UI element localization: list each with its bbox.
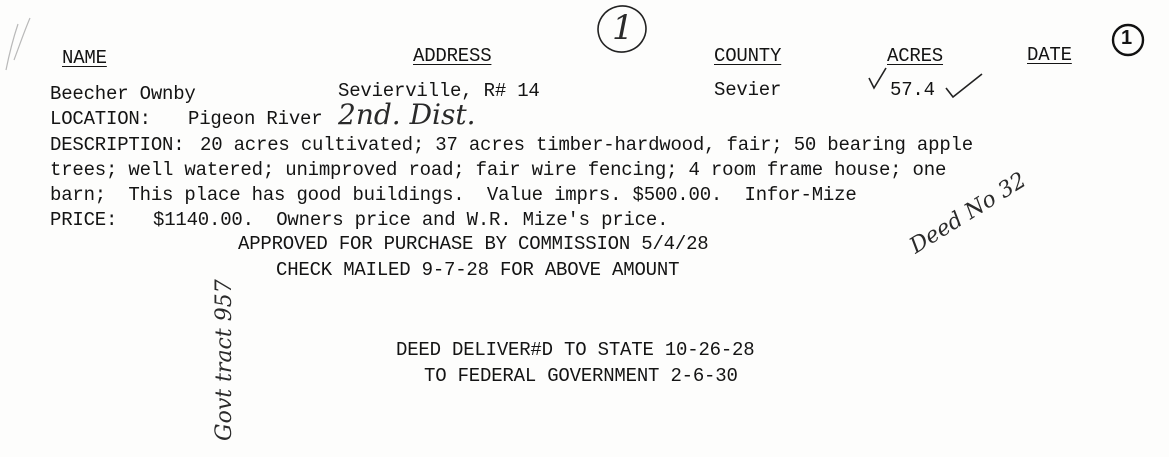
description-line-1: 20 acres cultivated; 37 acres timber-hardwood, fair; 50 bearing apple bbox=[200, 134, 973, 156]
deed-line-1: DEED DELIVER#D TO STATE 10-26-28 bbox=[396, 339, 755, 361]
price-label: PRICE: bbox=[50, 209, 118, 231]
header-name: NAME bbox=[62, 47, 107, 69]
circled-number-top: 1 bbox=[612, 8, 634, 48]
description-label: DESCRIPTION: bbox=[50, 134, 185, 156]
county-value: Sevier bbox=[714, 79, 782, 101]
description-line-2: trees; well watered; unimproved road; fair wire fencing; 4 room frame house; one bbox=[50, 159, 947, 181]
price-value: $1140.00. Owners price and W.R. Mize's price. bbox=[153, 209, 669, 231]
location-value: Pigeon River bbox=[188, 108, 323, 130]
pencil-scribble-icon bbox=[0, 0, 40, 80]
check-mark-icon bbox=[944, 70, 984, 100]
header-acres: ACRES bbox=[887, 45, 944, 67]
deed-line-2: TO FEDERAL GOVERNMENT 2-6-30 bbox=[424, 365, 738, 387]
location-label: LOCATION: bbox=[50, 108, 151, 130]
district-handwriting: 2nd. Dist. bbox=[338, 98, 476, 131]
owner-address: Sevierville, R# 14 bbox=[338, 80, 540, 102]
acres-value: 57.4 bbox=[890, 79, 935, 101]
description-line-3: barn; This place has good buildings. Value imprs. $500.00. Infor-Mize bbox=[50, 184, 857, 206]
check-mark-icon bbox=[866, 66, 890, 92]
approval-line-2: CHECK MAILED 9-7-28 FOR ABOVE AMOUNT bbox=[276, 259, 680, 281]
approval-line-1: APPROVED FOR PURCHASE BY COMMISSION 5/4/28 bbox=[238, 233, 709, 255]
deed-number-handwriting: Deed No 32 bbox=[905, 167, 1031, 260]
circled-number-right: 1 bbox=[1121, 27, 1132, 49]
header-county: COUNTY bbox=[714, 45, 782, 67]
owner-name: Beecher Ownby bbox=[50, 83, 196, 105]
header-address: ADDRESS bbox=[413, 45, 492, 67]
header-date: DATE bbox=[1027, 44, 1072, 66]
govt-tract-handwriting: Govt tract 957 bbox=[212, 279, 237, 441]
